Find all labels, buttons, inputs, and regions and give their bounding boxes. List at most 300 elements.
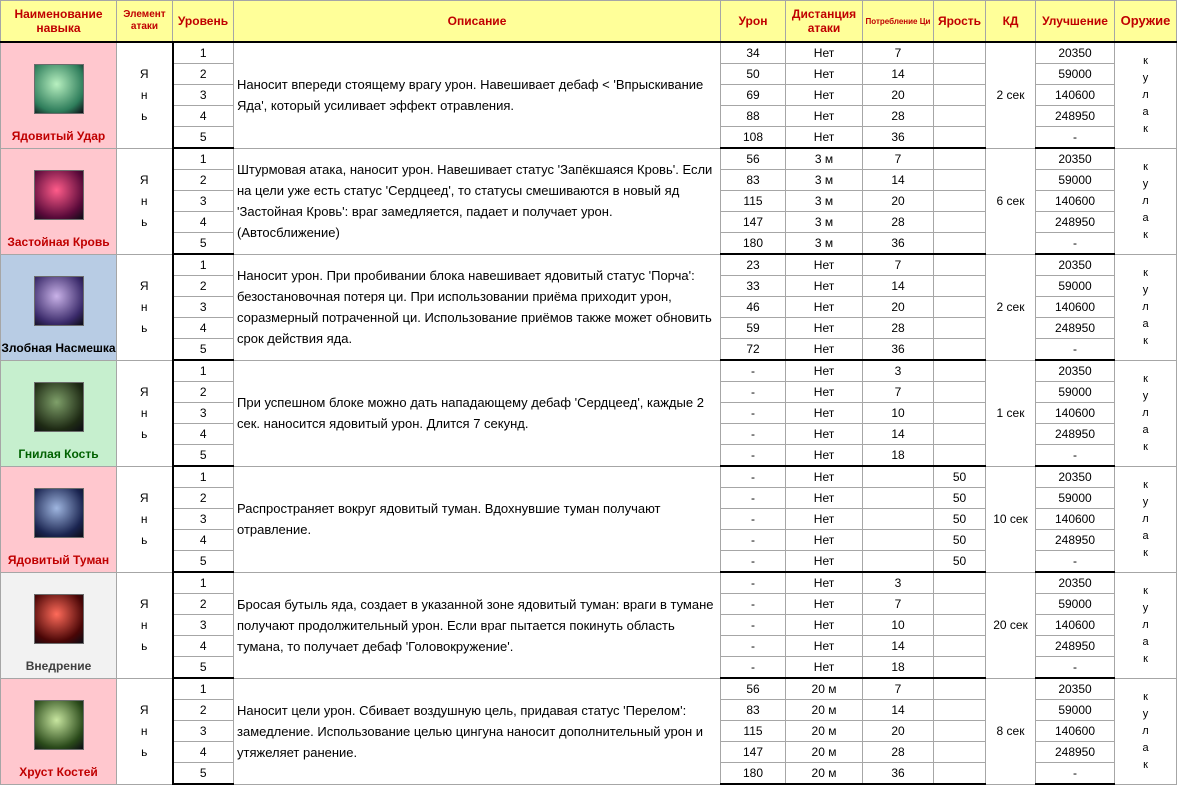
weapon-cell (1115, 360, 1177, 466)
upgrade-cell: 140600 (1036, 509, 1115, 530)
level-cell: 1 (173, 360, 234, 382)
level-cell: 2 (173, 64, 234, 85)
distance-cell: Нет (786, 360, 863, 382)
upgrade-cell: 20350 (1036, 360, 1115, 382)
weapon-char: у (1142, 71, 1149, 84)
damage-cell: - (721, 572, 786, 594)
rage-cell (934, 572, 986, 594)
distance-cell: Нет (786, 42, 863, 64)
element-char: н (140, 617, 148, 632)
weapon-char: к (1143, 54, 1148, 67)
description-text: При успешном блоке можно дать нападающему дебаф 'Сердцеед', каждые 2 сек. наносится ядовитый урон. Длится 7 секунд. (237, 395, 704, 431)
header-weapon[interactable]: Оружие (1115, 1, 1177, 43)
header-name[interactable]: Наименование навыка (1, 1, 117, 43)
rage-cell (934, 127, 986, 149)
distance-cell: Нет (786, 657, 863, 679)
upgrade-cell: 20350 (1036, 254, 1115, 276)
level-cell: 5 (173, 445, 234, 467)
upgrade-cell: 248950 (1036, 742, 1115, 763)
upgrade-cell: 248950 (1036, 424, 1115, 445)
distance-cell: Нет (786, 572, 863, 594)
damage-cell: 88 (721, 106, 786, 127)
weapon-char: у (1142, 283, 1149, 296)
chi-cell: 36 (863, 763, 934, 785)
chi-cell: 7 (863, 678, 934, 700)
rage-cell (934, 276, 986, 297)
damage-cell: 83 (721, 170, 786, 191)
upgrade-cell: 140600 (1036, 615, 1115, 636)
element-char: н (140, 723, 148, 738)
level-cell: 4 (173, 318, 234, 339)
weapon-char: а (1142, 423, 1149, 436)
damage-cell: 59 (721, 318, 786, 339)
weapon-char: к (1143, 546, 1148, 559)
distance-cell: Нет (786, 318, 863, 339)
distance-cell: Нет (786, 297, 863, 318)
weapon-char: л (1142, 406, 1149, 419)
skill-name-cell[interactable] (1, 572, 117, 678)
upgrade-cell: 59000 (1036, 488, 1115, 509)
upgrade-cell: 248950 (1036, 106, 1115, 127)
rage-cell (934, 64, 986, 85)
chi-cell: 28 (863, 106, 934, 127)
level-cell: 4 (173, 530, 234, 551)
chi-cell: 7 (863, 148, 934, 170)
upgrade-cell: - (1036, 127, 1115, 149)
header-cd[interactable]: КД (986, 1, 1036, 43)
chi-cell: 14 (863, 276, 934, 297)
description-text: Наносит цели урон. Сбивает воздушную цель, придавая статус 'Перелом': замедление. Использование целью цингуна наносит дополнительный урон и утяжеляет ранение. (237, 702, 704, 760)
weapon-cell (1115, 572, 1177, 678)
element-char: н (140, 87, 148, 102)
red-claw-icon (34, 594, 84, 644)
rage-cell: 50 (934, 488, 986, 509)
chi-cell: 14 (863, 170, 934, 191)
weapon-char: а (1142, 741, 1149, 754)
upgrade-cell: 59000 (1036, 170, 1115, 191)
upgrade-cell: 59000 (1036, 64, 1115, 85)
weapon-char: л (1142, 300, 1149, 313)
weapon-char: л (1142, 724, 1149, 737)
chi-cell: 28 (863, 212, 934, 233)
upgrade-cell: 140600 (1036, 403, 1115, 424)
claw-hand-icon (34, 276, 84, 326)
chi-cell: 7 (863, 382, 934, 403)
skill-name: Застойная Кровь (7, 234, 110, 249)
upgrade-cell: 20350 (1036, 466, 1115, 488)
chi-cell: 20 (863, 297, 934, 318)
element-char: н (140, 193, 148, 208)
rage-cell (934, 594, 986, 615)
rage-cell (934, 170, 986, 191)
upgrade-cell: 20350 (1036, 572, 1115, 594)
rage-cell (934, 636, 986, 657)
upgrade-cell: 140600 (1036, 85, 1115, 106)
chi-cell: 10 (863, 403, 934, 424)
chi-cell: 36 (863, 339, 934, 361)
damage-cell: 83 (721, 700, 786, 721)
distance-cell: Нет (786, 466, 863, 488)
level-cell: 4 (173, 742, 234, 763)
level-cell: 2 (173, 170, 234, 191)
chi-cell: 20 (863, 85, 934, 106)
weapon-char: у (1142, 389, 1149, 402)
distance-cell: 20 м (786, 721, 863, 742)
level-cell: 3 (173, 721, 234, 742)
weapon-char: к (1143, 266, 1148, 279)
description-text: Распространяет вокруг ядовитый туман. Вдохнувшие туман получают отравление. (237, 501, 661, 537)
rage-cell (934, 85, 986, 106)
skill-name-cell[interactable] (1, 42, 117, 148)
chi-cell: 14 (863, 700, 934, 721)
upgrade-cell: - (1036, 657, 1115, 679)
distance-cell: Нет (786, 106, 863, 127)
chi-cell (863, 488, 934, 509)
distance-cell: Нет (786, 85, 863, 106)
level-cell: 3 (173, 403, 234, 424)
weapon-char: к (1143, 228, 1148, 241)
rotten-hand-icon (34, 382, 84, 432)
rage-cell (934, 445, 986, 467)
upgrade-cell: 248950 (1036, 212, 1115, 233)
damage-cell: 108 (721, 127, 786, 149)
header-row (1, 1, 1177, 43)
chi-cell (863, 530, 934, 551)
level-cell: 1 (173, 148, 234, 170)
skill-name-cell[interactable] (1, 254, 117, 360)
chi-cell: 36 (863, 127, 934, 149)
rage-cell (934, 318, 986, 339)
distance-cell: Нет (786, 403, 863, 424)
element-char: Я (139, 702, 149, 717)
level-cell: 5 (173, 551, 234, 573)
level-cell: 3 (173, 615, 234, 636)
damage-cell: 33 (721, 276, 786, 297)
level-cell: 4 (173, 636, 234, 657)
distance-cell: 20 м (786, 742, 863, 763)
distance-cell: 3 м (786, 191, 863, 212)
poison-mist-icon (34, 488, 84, 538)
upgrade-cell: 20350 (1036, 678, 1115, 700)
damage-cell: 147 (721, 742, 786, 763)
upgrade-cell: 140600 (1036, 297, 1115, 318)
upgrade-cell: - (1036, 233, 1115, 255)
weapon-char: к (1143, 690, 1148, 703)
level-cell: 5 (173, 657, 234, 679)
weapon-cell (1115, 678, 1177, 784)
element-char: ь (141, 214, 148, 229)
weapon-char: к (1143, 160, 1148, 173)
weapon-char: к (1143, 440, 1148, 453)
element-char: Я (139, 490, 149, 505)
header-rage[interactable]: Ярость (934, 1, 986, 43)
skill-row (1, 42, 1177, 64)
damage-cell: - (721, 360, 786, 382)
weapon-char: к (1143, 652, 1148, 665)
element-char: ь (141, 108, 148, 123)
skill-name-cell[interactable] (1, 678, 117, 784)
skill-name: Ядовитый Удар (11, 128, 106, 143)
chi-cell: 36 (863, 233, 934, 255)
level-cell: 5 (173, 763, 234, 785)
damage-cell: - (721, 466, 786, 488)
level-cell: 1 (173, 42, 234, 64)
rage-cell (934, 615, 986, 636)
description-cell (234, 254, 721, 360)
distance-cell: 3 м (786, 233, 863, 255)
cooldown-cell: 1 сек (986, 360, 1036, 466)
upgrade-cell: 59000 (1036, 594, 1115, 615)
weapon-char: к (1143, 478, 1148, 491)
distance-cell: Нет (786, 276, 863, 297)
weapon-char: а (1142, 635, 1149, 648)
distance-cell: Нет (786, 64, 863, 85)
hand-poison-icon (34, 64, 84, 114)
chi-cell: 20 (863, 191, 934, 212)
upgrade-cell: 248950 (1036, 636, 1115, 657)
element-cell (117, 678, 173, 784)
cooldown-cell: 20 сек (986, 572, 1036, 678)
damage-cell: 180 (721, 233, 786, 255)
header-upgrade[interactable]: Улучшение (1036, 1, 1115, 43)
skill-row (1, 466, 1177, 488)
cooldown-cell: 6 сек (986, 148, 1036, 254)
header-level[interactable]: Уровень (173, 1, 234, 43)
weapon-cell (1115, 148, 1177, 254)
skill-row (1, 254, 1177, 276)
skill-name-cell[interactable] (1, 360, 117, 466)
level-cell: 5 (173, 233, 234, 255)
description-cell (234, 360, 721, 466)
rage-cell (934, 191, 986, 212)
weapon-cell (1115, 42, 1177, 148)
header-chi[interactable]: Потребление Ци (863, 1, 934, 43)
rage-cell (934, 742, 986, 763)
weapon-char: у (1142, 495, 1149, 508)
damage-cell: 147 (721, 212, 786, 233)
rage-cell (934, 678, 986, 700)
skill-name: Ядовитый Туман (7, 552, 110, 567)
distance-cell: Нет (786, 254, 863, 276)
damage-cell: 115 (721, 191, 786, 212)
chi-cell: 14 (863, 64, 934, 85)
chi-cell: 20 (863, 721, 934, 742)
damage-cell: - (721, 615, 786, 636)
rage-cell (934, 339, 986, 361)
chi-cell (863, 466, 934, 488)
header-element[interactable]: Элемент атаки (117, 1, 173, 43)
description-text: Наносит впереди стоящему врагу урон. Навешивает дебаф < 'Впрыскивание Яда', который усиливает эффект отравления. (237, 77, 704, 114)
rage-cell (934, 212, 986, 233)
level-cell: 3 (173, 297, 234, 318)
damage-cell: 34 (721, 42, 786, 64)
element-char: Я (139, 66, 149, 81)
damage-cell: - (721, 445, 786, 467)
level-cell: 1 (173, 678, 234, 700)
chi-cell: 14 (863, 424, 934, 445)
rage-cell (934, 297, 986, 318)
upgrade-cell: - (1036, 339, 1115, 361)
upgrade-cell: 59000 (1036, 700, 1115, 721)
weapon-char: л (1142, 88, 1149, 101)
damage-cell: 115 (721, 721, 786, 742)
skill-name: Гнилая Кость (18, 446, 99, 461)
weapon-char: а (1142, 211, 1149, 224)
weapon-char: у (1142, 707, 1149, 720)
level-cell: 3 (173, 191, 234, 212)
damage-cell: - (721, 488, 786, 509)
chi-cell: 3 (863, 572, 934, 594)
element-cell (117, 360, 173, 466)
chi-cell (863, 551, 934, 573)
level-cell: 2 (173, 488, 234, 509)
damage-cell: 69 (721, 85, 786, 106)
weapon-char: л (1142, 512, 1149, 525)
distance-cell: Нет (786, 488, 863, 509)
upgrade-cell: 59000 (1036, 382, 1115, 403)
weapon-char: у (1142, 601, 1149, 614)
distance-cell: Нет (786, 530, 863, 551)
description-text: Штурмовая атака, наносит урон. Навешивает статус 'Запёкшаяся Кровь'. Если на цели уже есть статус 'Сердцеед', то статусы смешиваются в новый яд 'Застойная Кровь': враг замедляется, падает и получает урон. (Автосближение) (237, 162, 713, 240)
distance-cell: 20 м (786, 700, 863, 721)
cooldown-cell: 8 сек (986, 678, 1036, 784)
skill-row (1, 360, 1177, 382)
level-cell: 3 (173, 85, 234, 106)
damage-cell: - (721, 403, 786, 424)
skill-name-cell[interactable] (1, 148, 117, 254)
rage-cell (934, 254, 986, 276)
distance-cell: Нет (786, 615, 863, 636)
rage-cell (934, 382, 986, 403)
weapon-cell (1115, 254, 1177, 360)
element-char: ь (141, 532, 148, 547)
distance-cell: 3 м (786, 148, 863, 170)
distance-cell: Нет (786, 551, 863, 573)
skill-row (1, 678, 1177, 700)
element-char: Я (139, 172, 149, 187)
level-cell: 1 (173, 572, 234, 594)
distance-cell: Нет (786, 445, 863, 467)
damage-cell: 72 (721, 339, 786, 361)
skill-row (1, 572, 1177, 594)
level-cell: 4 (173, 212, 234, 233)
weapon-char: к (1143, 334, 1148, 347)
header-damage[interactable]: Урон (721, 1, 786, 43)
damage-cell: - (721, 509, 786, 530)
distance-cell: 20 м (786, 678, 863, 700)
description-cell (234, 678, 721, 784)
rage-cell (934, 424, 986, 445)
level-cell: 2 (173, 594, 234, 615)
damage-cell: 46 (721, 297, 786, 318)
weapon-char: л (1142, 618, 1149, 631)
rage-cell (934, 763, 986, 785)
upgrade-cell: - (1036, 763, 1115, 785)
level-cell: 4 (173, 424, 234, 445)
skill-row (1, 148, 1177, 170)
header-description[interactable]: Описание (234, 1, 721, 43)
description-text: Бросая бутыль яда, создает в указанной зоне ядовитый туман: враги в тумане получают продолжительный урон. Если враг пытается покинуть область тумана, то получает дебаф 'Головокружение'. (237, 596, 714, 654)
weapon-char: а (1142, 317, 1149, 330)
distance-cell: 3 м (786, 212, 863, 233)
weapon-char: у (1142, 177, 1149, 190)
rage-cell (934, 700, 986, 721)
weapon-char: к (1143, 372, 1148, 385)
damage-cell: 56 (721, 148, 786, 170)
rage-cell (934, 106, 986, 127)
element-char: ь (141, 426, 148, 441)
level-cell: 1 (173, 254, 234, 276)
damage-cell: 56 (721, 678, 786, 700)
element-char: Я (139, 596, 149, 611)
skill-name-cell[interactable] (1, 466, 117, 572)
element-cell (117, 254, 173, 360)
distance-cell: Нет (786, 594, 863, 615)
upgrade-cell: 140600 (1036, 721, 1115, 742)
weapon-cell (1115, 466, 1177, 572)
rage-cell (934, 360, 986, 382)
level-cell: 2 (173, 382, 234, 403)
upgrade-cell: 59000 (1036, 276, 1115, 297)
element-cell (117, 572, 173, 678)
distance-cell: Нет (786, 424, 863, 445)
element-char: н (140, 405, 148, 420)
upgrade-cell: 248950 (1036, 318, 1115, 339)
element-cell (117, 42, 173, 148)
level-cell: 4 (173, 106, 234, 127)
upgrade-cell: 20350 (1036, 148, 1115, 170)
level-cell: 3 (173, 509, 234, 530)
chi-cell: 28 (863, 318, 934, 339)
rage-cell: 50 (934, 530, 986, 551)
description-text: Наносит урон. При пробивании блока навешивает ядовитый статус 'Порча': безостановочная потеря ци. При использовании приёма приходит урон, соразмерный потраченной ци. Использование приёмов также может обновить срок действия яда. (237, 268, 712, 346)
cooldown-cell: 10 сек (986, 466, 1036, 572)
rage-cell: 50 (934, 509, 986, 530)
header-distance[interactable]: Дистанция атаки (786, 1, 863, 43)
distance-cell: Нет (786, 339, 863, 361)
chi-cell: 14 (863, 636, 934, 657)
damage-cell: - (721, 530, 786, 551)
rage-cell (934, 42, 986, 64)
weapon-char: л (1142, 194, 1149, 207)
damage-cell: - (721, 382, 786, 403)
skill-name: Внедрение (25, 658, 92, 673)
weapon-char: а (1142, 105, 1149, 118)
rage-cell (934, 657, 986, 679)
distance-cell: Нет (786, 509, 863, 530)
level-cell: 2 (173, 700, 234, 721)
damage-cell: - (721, 424, 786, 445)
damage-cell: - (721, 636, 786, 657)
distance-cell: Нет (786, 636, 863, 657)
distance-cell: 20 м (786, 763, 863, 785)
upgrade-cell: - (1036, 445, 1115, 467)
description-cell (234, 42, 721, 148)
chi-cell: 7 (863, 42, 934, 64)
level-cell: 1 (173, 466, 234, 488)
element-cell (117, 148, 173, 254)
element-char: ь (141, 320, 148, 335)
upgrade-cell: 140600 (1036, 191, 1115, 212)
element-char: н (140, 511, 148, 526)
chi-cell: 3 (863, 360, 934, 382)
distance-cell: Нет (786, 382, 863, 403)
chi-cell (863, 509, 934, 530)
damage-cell: - (721, 657, 786, 679)
chi-cell: 7 (863, 594, 934, 615)
description-cell (234, 148, 721, 254)
weapon-char: к (1143, 758, 1148, 771)
